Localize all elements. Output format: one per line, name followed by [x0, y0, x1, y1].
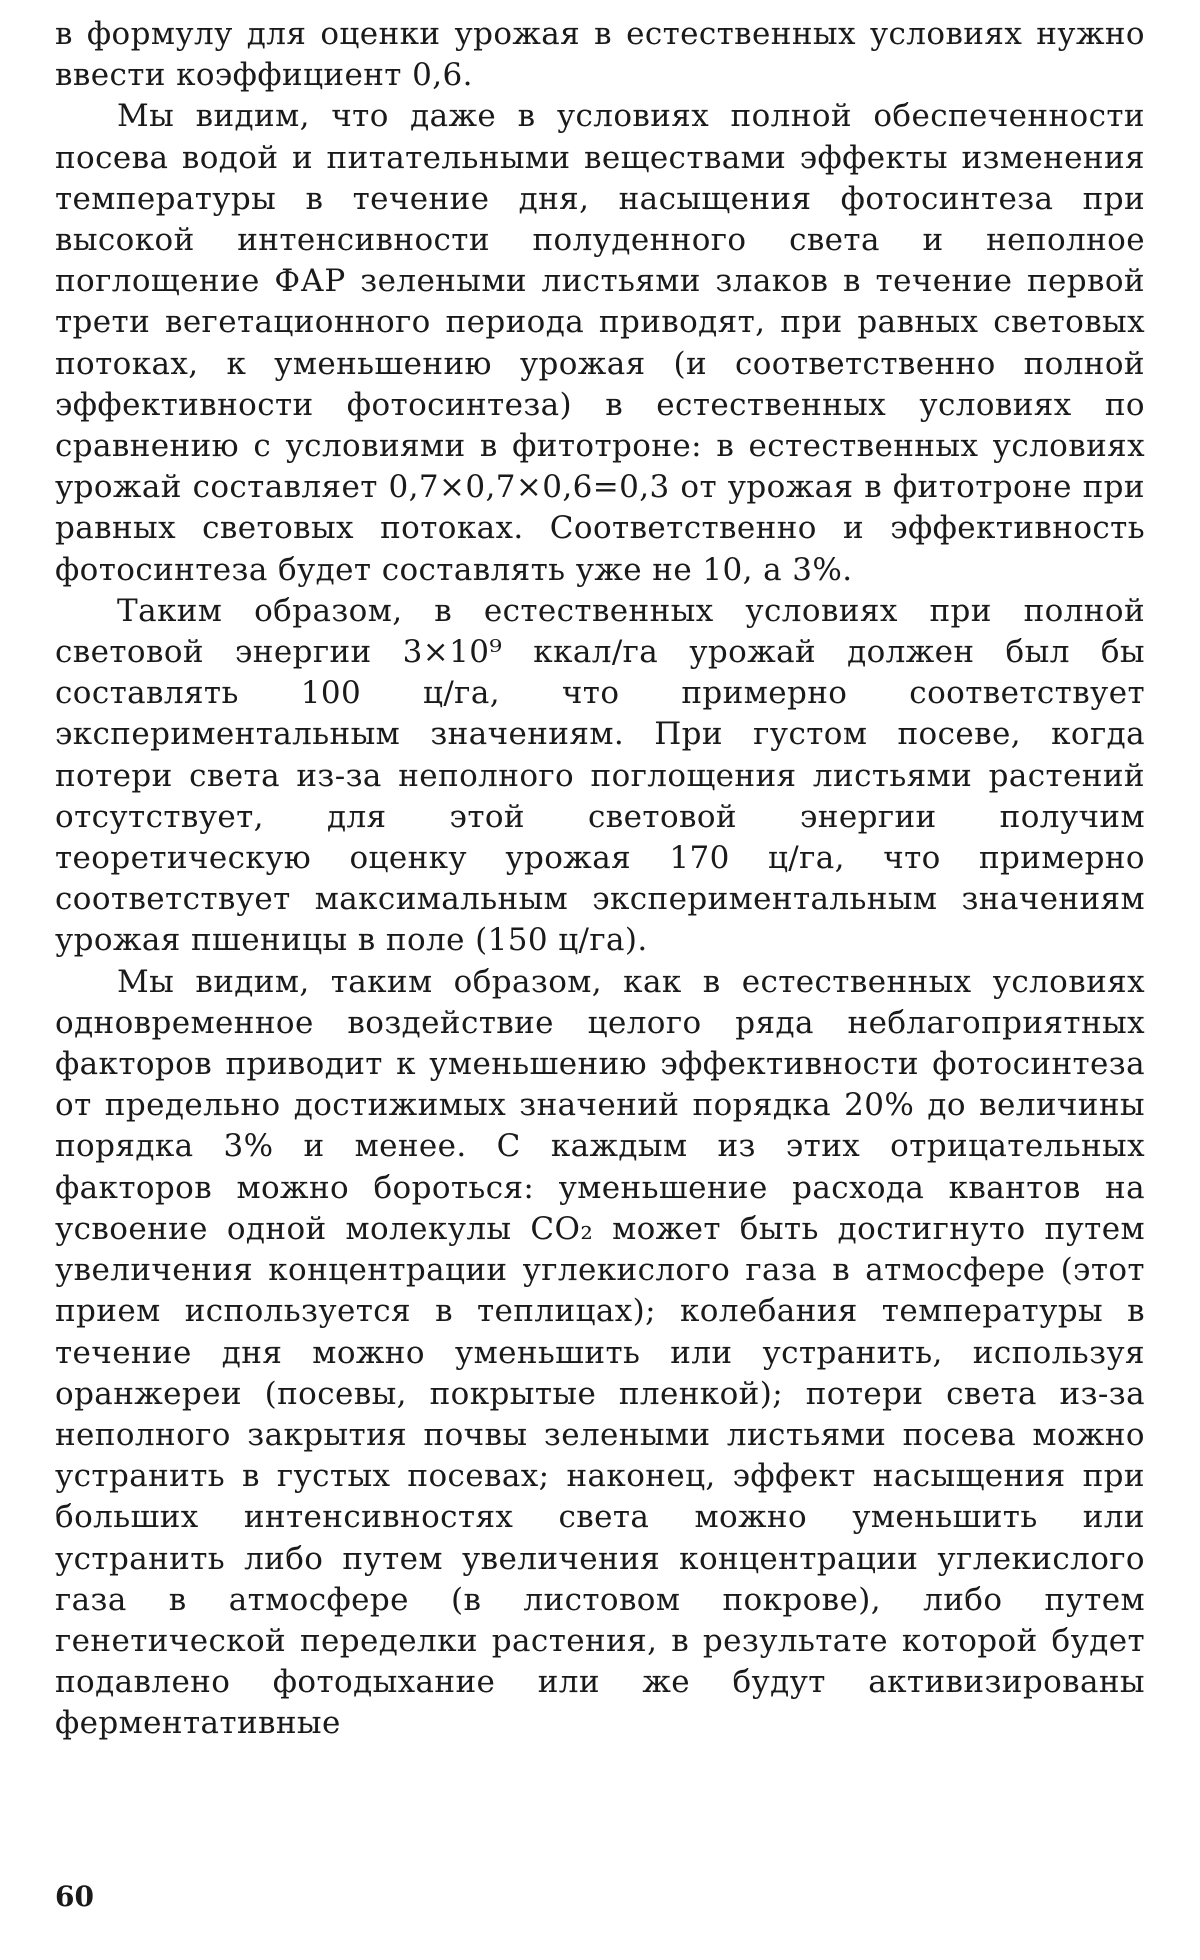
paragraph-photosynthesis-efficiency: Мы видим, что даже в условиях полной обеспеченности посева водой и питательными веществами эффекты изменения температуры в течение дня, насыщения фотосинтеза при высокой интенсивности полуденного света и неполное поглощение ФАР зелеными листьями злаков в течение первой трети вегетационного периода приводят, при равных световых потоках, к уменьшению урожая (и соответственно полной эффективности фотосинтеза) в естественных условиях по сравнению с условиями в фитотроне: в естественных условиях урожай составляет 0,7×0,7×0,6=0,3 от урожая в фитотроне при равных световых потоках. Соответственно и эффективность фотосинтеза будет составлять уже не 10, а 3%.	[55, 98, 1145, 588]
paragraph-unfavorable-factors: Мы видим, таким образом, как в естественных условиях одновременное воздействие целого ряда неблагоприятных факторов приводит к уменьшению эффективности фотосинтеза от предельно достижимых значений порядка 20% до величины порядка 3% и менее. С каждым из этих отрицательных факторов можно бороться: уменьшение расхода квантов на усвоение одной молекулы CO₂ может быть достигнуто путем увеличения концентрации углекислого газа в атмосфере (этот прием используется в теплицах); колебания температуры в течение дня можно уменьшить или устранить, используя оранжереи (посевы, покрытые пленкой); потери света из-за неполного закрытия почвы зелеными листьями посева можно устранить в густых посевах; наконец, эффект насыщения при больших интенсивностях света можно уменьшить или устранить либо путем увеличения концентрации углекислого газа в атмосфере (в листовом покрове), либо путем генетической переделки растения, в результате которой будет подавлено фотодыхание или же будут активизированы ферментативные	[55, 963, 1145, 1742]
body-text	[55, 14, 1145, 1745]
paragraph-continuation: в формулу для оценки урожая в естественных условиях нужно ввести коэффициент 0,6.	[55, 16, 1145, 94]
page-number: 60	[55, 1880, 94, 1913]
paragraph-yield-estimate: Таким образом, в естественных условиях при полной световой энергии 3×10⁹ ккал/га урожай должен был бы составлять 100 ц/га, что примерно соответствует экспериментальным значениям. При густом посеве, когда потери света из-за неполного поглощения листьями растений отсутствует, для этой световой энергии получим теоретическую оценку урожая 170 ц/га, что примерно соответствует максимальным экспериментальным значениям урожая пшеницы в поле (150 ц/га).	[55, 592, 1145, 959]
